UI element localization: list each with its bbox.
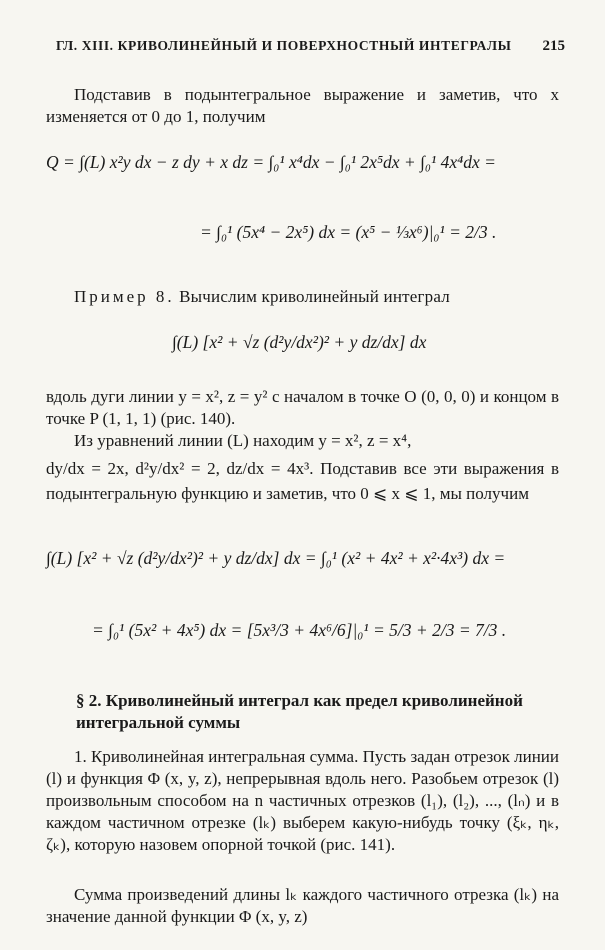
example-paragraph xyxy=(46,286,559,308)
running-header xyxy=(56,38,565,58)
page-number: 215 xyxy=(542,38,565,54)
equation-Q-result: = ∫₀¹ (5x⁴ − 2x⁵) dx = (x⁵ − ⅓x⁶)|₀¹ = 2/3 . xyxy=(200,222,497,242)
equation-example-substituted: ∫(L) [x² + √z (d²y/dx²)² + y dz/dx] dx = ∫₀¹ (x² + 4x² + x²·4x³) dx = xyxy=(46,548,506,568)
equation-Q: Q = ∫(L) x²y dx − z dy + x dz = ∫₀¹ x⁴dx − ∫₀¹ 2x⁵dx + ∫₀¹ 4x⁴dx = xyxy=(46,152,496,172)
equation-example-integral: ∫(L) [x² + √z (d²y/dx²)² + y dz/dx] dx xyxy=(172,332,427,352)
example-text: Вычислим криволинейный интеграл xyxy=(179,287,450,306)
paragraph-derivatives: dy/dx = 2x, d²y/dx² = 2, dz/dx = 4x³. Подставив все эти выражения в подынтегральную функцию и заметив, что 0 ⩽ x ⩽ 1, мы получим xyxy=(46,459,559,503)
chapter-title: ГЛ. XIII. КРИВОЛИНЕЙНЫЙ И ПОВЕРХНОСТНЫЙ ИНТЕГРАЛЫ xyxy=(56,38,512,53)
example-heading: Пример 8. xyxy=(74,287,175,306)
paragraph-derivatives-line1: Из уравнений линии (L) находим y = x², z = x⁴, xyxy=(74,431,412,450)
paragraph-integral-sum: 1. Криволинейная интегральная сумма. Пусть задан отрезок линии (l) и функция Φ (x, y, z), непрерывная вдоль него. Разобьем отрезок (l) произвольным способом на n частичных отрезков (l₁), (l₂), ..., (lₙ) и в каждом частичном отрезке (lₖ) выберем какую-нибудь точку (ξₖ, ηₖ, ζₖ), которую назовем опорной точкой (рис. 141). xyxy=(46,747,559,854)
paragraph-substitution: Подставив в подынтегральное выражение и заметив, что x изменяется от 0 до 1, получим xyxy=(46,85,559,126)
equation-example-result: = ∫₀¹ (5x² + 4x⁵) dx = [5x³/3 + 4x⁶/6]|₀¹ = 5/3 + 2/3 = 7/3 . xyxy=(92,620,507,640)
paragraph-curve: вдоль дуги линии y = x², z = y² с началом в точке O (0, 0, 0) и концом в точке P (1, 1, 1) (рис. 140). xyxy=(46,387,559,428)
paragraph-sum-products: Сумма произведений длины lₖ каждого частичного отрезка (lₖ) на значение данной функции Φ (x, y, z) xyxy=(46,885,559,926)
section-title: § 2. Криволинейный интеграл как предел криволинейной интегральной суммы xyxy=(76,691,523,732)
